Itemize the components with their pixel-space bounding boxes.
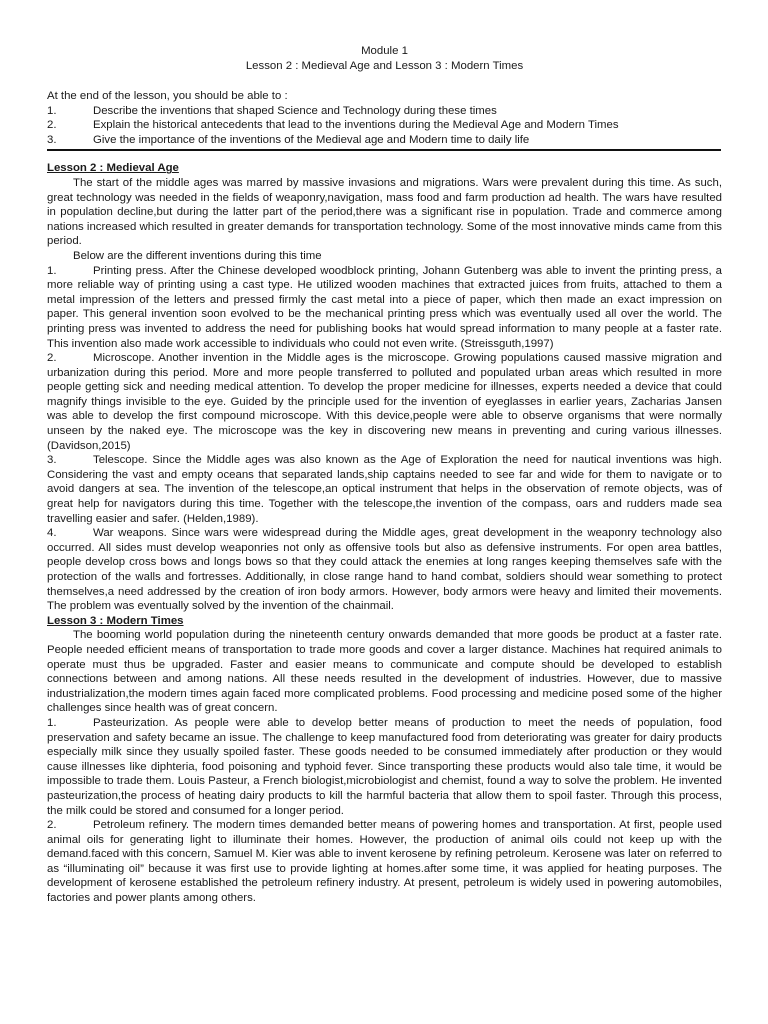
item-number: 1. (47, 264, 57, 277)
invention-item (47, 526, 722, 614)
document-page (47, 44, 722, 906)
objectives-intro: At the end of the lesson, you should be able to : (47, 90, 288, 102)
invention-item (47, 716, 722, 818)
item-text: War weapons. Since wars were widespread during the Middle ages, great development in the weaponry technology also occurred. All sides must develop weaponries not only as offensive tools but also as defensive instruments. For open area battles, people develop cross bows and longs bows so that they could attack the enemies at long ranges keeping themselves safe with the protection of the walls and fortresses. Additionally, in close range hand to hand combat, soldiers should wear something to protect themselves,a need addressed by the creation of iron body armors. However, body armors were heavy and limited their movements. The problem was eventually solved by the invention of the chainmail. (47, 527, 722, 613)
item-text: Telescope. Since the Middle ages was also known as the Age of Exploration the need for nautical inventions was high. Considering the vast and empty oceans that separated lands,ship captains needed to see far and wide for them to navigate or to avoid dangers at sea. The invention of the telescope,an optical instrument that helps in the observation of remote objects, was of great help for navigators during this time. Together with the telescope,the invention of the compass, oars and rudders made sea travelling easier and safer. (Helden,1989). (47, 454, 722, 525)
item-text: Microscope. Another invention in the Middle ages is the microscope. Growing populations caused massive migration and urbanization during this period. More and more people transferred to polluted and populated urban areas which resulted in more people getting sick and needing medical attention. To develop the proper medicine for illnesses, experts needed a device that could magnify things invisible to the eye. Guided by the principle used for the invention of eyeglasses in earlier years, Zacharias Jansen was able to develop the first compound microscope. With this device,people were able to observe organisms that were normally unseen by the naked eye. The microscope was the key in discovering new means in preventing and curing various illnesses. (Davidson,2015) (47, 352, 722, 452)
invention-item (47, 818, 722, 906)
lessons-title: Lesson 2 : Medieval Age and Lesson 3 : Modern Times (245, 60, 524, 72)
objective-number: 2. (47, 119, 57, 132)
lesson3-intro: The booming world population during the nineteenth century onwards demanded that more goods be product at a faster rate. People needed efficient means of transportation to trade more goods and cover a larger distance. Machines hat required animals to operate must thus be upgraded. Faster and easier means to communicate and compute should be developed to establish connections between and among nations. All these needs resulted in the development of industries. However, due to massive industrialization,the modern times again faced more complicated problems. Food processing and medicine posed some of the higher challenges since health was of great concern. (47, 629, 722, 715)
lesson2-lead: Below are the different inventions during this time (73, 249, 322, 262)
invention-item (47, 351, 722, 453)
item-text: Printing press. After the Chinese developed woodblock printing, Johann Gutenberg was able to invent the printing press, a more reliable way of printing using a cast type. He utilized wooden machines that extracted juices from fruits, attached to them a metal impression of the letters and pressed firmly the cast metal into a piece of paper, which then made an exact impression on paper. This general invention soon evolved to be the mechanical printing press which was eventually used all over the world. The printing press was invented to address the need for publishing books hat would spread information to many people at a faster rate. This invention also made work accessible to individuals who could not even write. (Streissguth,1997) (47, 264, 722, 350)
item-number: 3. (47, 454, 57, 467)
item-number: 1. (47, 716, 57, 729)
invention-item (47, 264, 722, 352)
item-number: 2. (47, 819, 57, 832)
objective-item (47, 104, 722, 119)
objective-text: Explain the historical antecedents that lead to the inventions during the Medieval Age and Modern Times (93, 119, 619, 132)
lesson2-heading: Lesson 2 : Medieval Age (47, 162, 179, 175)
lesson3-heading: Lesson 3 : Modern Times (47, 614, 184, 627)
objective-number: 3. (47, 133, 57, 146)
objective-number: 1. (47, 104, 57, 117)
item-text: Petroleum refinery. The modern times demanded better means of powering homes and transportation. At first, people used animal oils for generating light to illuminate their homes. However, the production of animal oils could not keep up with the demand.faced with this concern, Samuel M. Kier was able to invent kerosene by refining petroleum. Kerosene was later on referred to as “illuminating oil” because it was first use to provide lighting at homes.after some time, it was applied for heating purposes. The development of kerosene established the petroleum refinery industry. At present, petroleum is widely used in powering automobiles, factories and power plants among others. (47, 819, 722, 905)
objective-item (47, 118, 722, 133)
item-number: 2. (47, 352, 57, 365)
objective-item (47, 133, 722, 148)
item-text: Pasteurization. As people were able to develop better means of production to meet the needs of population, food preservation and safety became an issue. The challenge to keep manufactured food from deteriorating was greater for dairy products especially milk since they usually spoiled faster. These goods needed to be consumed immediately after production or they would cause illnesses like diphteria, food poisoning and typhoid fever. Since transporting these products would also tale time, it would be impossible to trade them. Louis Pasteur, a French biologist,microbiologist and chemist, found a way to solve the problem. He invented pasteurization,the process of heating dairy products to kill the harmful bacteria that allow them to spoil faster. Through this process, the milk could be stored and consumed for a longer period. (47, 716, 722, 817)
invention-item (47, 453, 722, 526)
section-divider (47, 149, 721, 151)
objective-text: Give the importance of the inventions of the Medieval age and Modern time to daily life (93, 133, 530, 146)
lesson2-intro: The start of the middle ages was marred by massive invasions and migrations. Wars were prevalent during this time. As such, great technology was needed in the fields of weaponry,navigation, mass food and farm production ad health. The wars have resulted in population decline,but during the latter part of the period,there was a significant rise in population. Trade and commerce among nations increased which resulted in greater demands for transportation technology. Some of the most innovative minds came from this period. (47, 176, 722, 248)
objective-text: Describe the inventions that shaped Science and Technology during these times (93, 104, 497, 117)
module-title: Module 1 (361, 45, 408, 57)
item-number: 4. (47, 527, 57, 540)
